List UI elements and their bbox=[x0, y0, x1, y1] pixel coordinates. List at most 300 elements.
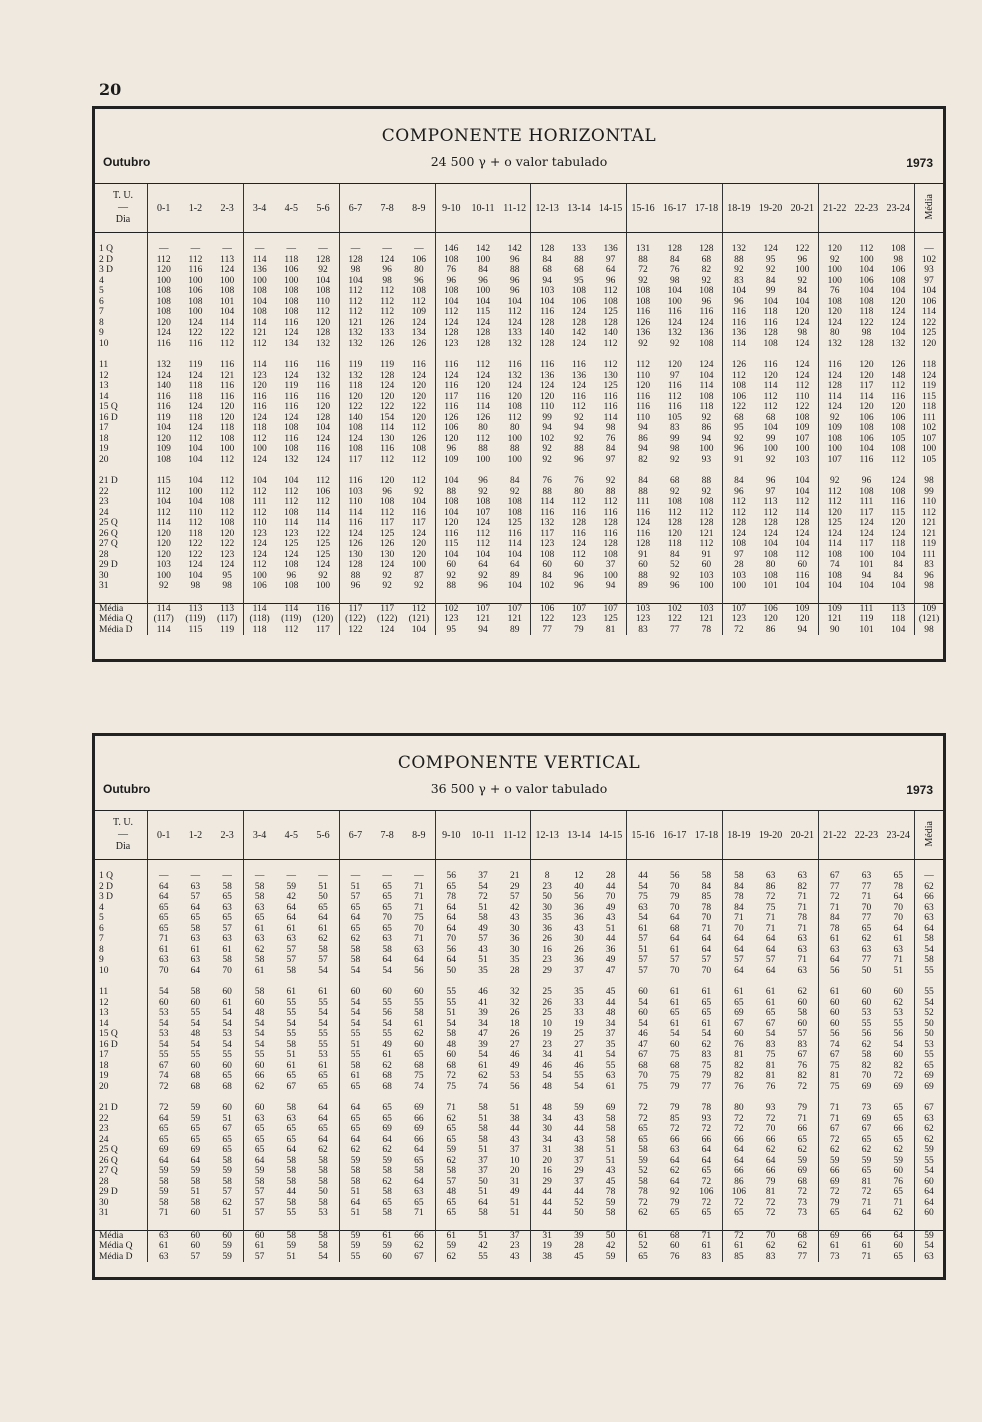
value-cell: 120 bbox=[475, 381, 491, 391]
value-cell: 65 bbox=[861, 1134, 872, 1145]
media-label: Média bbox=[923, 193, 935, 220]
value-cell: 123 bbox=[243, 371, 275, 382]
spacer-cell bbox=[850, 465, 882, 476]
value-cell: 96 bbox=[382, 486, 392, 497]
value-cell: 73 bbox=[797, 1208, 808, 1218]
value-cell: 116 bbox=[627, 529, 659, 540]
value-cell: 98 bbox=[190, 581, 201, 591]
value-cell: 92 bbox=[819, 255, 851, 266]
value-cell: 117 bbox=[435, 392, 467, 403]
media-column-header bbox=[915, 811, 944, 860]
spacer-cell bbox=[850, 1219, 882, 1231]
table-row bbox=[95, 1071, 943, 1082]
value-cell: 112 bbox=[507, 412, 522, 423]
spacer-cell bbox=[882, 592, 914, 604]
table-row bbox=[95, 1177, 943, 1188]
value-cell: 63 bbox=[861, 871, 872, 881]
value-cell: 20 bbox=[531, 1156, 563, 1167]
spacer-cell bbox=[595, 465, 627, 476]
day-label: 29 D bbox=[99, 1187, 118, 1197]
spacer-cell bbox=[371, 349, 403, 360]
value-cell: 58 bbox=[478, 913, 488, 923]
value-cell: 43 bbox=[478, 944, 488, 955]
day-label: 30 bbox=[99, 570, 109, 581]
value-cell: 57 bbox=[669, 955, 680, 965]
value-cell: 51 bbox=[627, 945, 659, 956]
value-cell: 100 bbox=[723, 581, 755, 592]
value-cell: 65 bbox=[318, 1081, 328, 1092]
value-cell: 80 bbox=[765, 560, 776, 570]
value-cell: 51 bbox=[893, 965, 903, 976]
value-cell: 107 bbox=[795, 433, 810, 444]
day-label: 10 bbox=[99, 338, 109, 349]
value-cell: 120 bbox=[435, 518, 467, 529]
value-cell: 37 bbox=[605, 560, 616, 570]
value-cell: 43 bbox=[605, 913, 616, 923]
value-cell: 55 bbox=[286, 1029, 297, 1039]
value-cell: 58 bbox=[318, 1155, 328, 1166]
value-cell: 56 bbox=[819, 966, 851, 977]
value-cell: 63 bbox=[414, 1187, 424, 1197]
value-cell: 65 bbox=[382, 923, 392, 934]
value-cell: 111 bbox=[243, 497, 275, 508]
value-cell: 34 bbox=[531, 1050, 563, 1061]
value-cell: 117 bbox=[339, 455, 371, 466]
value-cell: 60 bbox=[222, 1060, 232, 1071]
value-cell: 60 bbox=[339, 987, 371, 998]
value-cell: 116 bbox=[148, 339, 180, 350]
daily-mean-cell: 67 bbox=[915, 1103, 944, 1114]
value-cell: 104 bbox=[475, 549, 491, 560]
value-cell: 120 bbox=[819, 508, 851, 519]
value-cell: 124 bbox=[627, 518, 659, 529]
value-cell: 109 bbox=[148, 444, 180, 455]
value-cell: 95 bbox=[723, 423, 755, 434]
spacer-cell bbox=[531, 349, 563, 360]
spacer-cell bbox=[95, 349, 148, 360]
table-row bbox=[95, 307, 943, 318]
table-row bbox=[95, 892, 943, 903]
day-label: 28 bbox=[99, 1176, 109, 1187]
value-cell: 58 bbox=[861, 1050, 872, 1060]
value-cell: 97 bbox=[605, 254, 616, 265]
value-cell: 84 bbox=[478, 265, 488, 275]
value-cell: 116 bbox=[531, 508, 563, 519]
value-cell: 64 bbox=[339, 1135, 371, 1146]
value-cell: 117 bbox=[411, 518, 426, 528]
value-cell: — bbox=[243, 871, 275, 882]
value-cell: 96 bbox=[286, 570, 297, 581]
value-cell: 108 bbox=[571, 286, 586, 296]
value-cell: 104 bbox=[188, 497, 203, 507]
value-cell: 108 bbox=[699, 286, 714, 296]
value-cell: 65 bbox=[797, 1134, 808, 1145]
value-cell: 55 bbox=[222, 1050, 232, 1060]
value-cell: 104 bbox=[891, 581, 906, 591]
value-cell: 108 bbox=[284, 423, 299, 433]
value-cell: 77 bbox=[861, 955, 872, 965]
value-cell: 132 bbox=[339, 371, 371, 382]
spacer-cell bbox=[499, 465, 531, 476]
spacer-cell bbox=[531, 465, 563, 476]
value-cell: 63 bbox=[414, 944, 424, 955]
value-cell: 42 bbox=[478, 1241, 488, 1251]
value-cell: 8 bbox=[531, 871, 563, 882]
value-cell: 59 bbox=[222, 1241, 232, 1251]
value-cell: 58 bbox=[243, 882, 275, 893]
value-cell: 50 bbox=[318, 892, 328, 902]
value-cell: 53 bbox=[222, 1029, 232, 1039]
value-cell: 120 bbox=[411, 539, 426, 549]
table-row bbox=[95, 1124, 943, 1135]
value-cell: 116 bbox=[571, 391, 586, 402]
spacer-cell bbox=[403, 1219, 435, 1231]
value-cell: — bbox=[414, 871, 424, 881]
value-cell: 51 bbox=[509, 1197, 520, 1208]
value-cell: (121) bbox=[408, 614, 430, 624]
media-label: Média bbox=[923, 820, 935, 847]
value-cell: 59 bbox=[605, 1197, 616, 1208]
day-label: 15 Q bbox=[99, 402, 118, 412]
spacer-cell bbox=[467, 976, 499, 987]
daily-mean-cell: 107 bbox=[915, 434, 944, 445]
value-cell: 104 bbox=[859, 286, 874, 296]
value-cell: 112 bbox=[339, 297, 371, 308]
value-cell: 126 bbox=[723, 360, 755, 371]
day-label: 1 Q bbox=[99, 244, 113, 254]
spacer-cell bbox=[371, 976, 403, 987]
value-cell: 112 bbox=[795, 381, 810, 391]
value-cell: 116 bbox=[763, 317, 778, 328]
daily-mean-cell: 52 bbox=[915, 1008, 944, 1019]
value-cell: 112 bbox=[435, 307, 467, 318]
value-cell: 82 bbox=[797, 1071, 808, 1081]
value-cell: 119 bbox=[188, 360, 203, 370]
value-cell: 124 bbox=[531, 381, 563, 392]
value-cell: 52 bbox=[627, 1241, 659, 1252]
spacer-cell bbox=[563, 233, 595, 245]
value-cell: 108 bbox=[148, 307, 180, 318]
value-cell: 121 bbox=[220, 370, 235, 381]
spacer-cell bbox=[915, 860, 944, 872]
value-cell: 128 bbox=[531, 244, 563, 255]
value-cell: 88 bbox=[701, 476, 712, 486]
daily-mean-cell: 59 bbox=[915, 1145, 944, 1156]
value-cell: 62 bbox=[382, 1060, 392, 1071]
value-cell: 104 bbox=[435, 550, 467, 561]
spacer-cell bbox=[95, 1219, 148, 1231]
value-cell: 69 bbox=[414, 1124, 424, 1134]
value-cell: 51 bbox=[478, 1187, 488, 1197]
value-cell: 108 bbox=[188, 296, 203, 307]
value-cell: 125 bbox=[380, 528, 395, 539]
value-cell: 65 bbox=[669, 1208, 680, 1218]
value-cell: 59 bbox=[286, 881, 297, 892]
value-cell: 64 bbox=[765, 1155, 776, 1166]
value-cell: 65 bbox=[243, 1135, 275, 1146]
value-cell: 65 bbox=[893, 1251, 903, 1262]
value-cell: 65 bbox=[701, 1166, 712, 1176]
value-cell: 54 bbox=[893, 1039, 903, 1050]
value-cell: 104 bbox=[891, 624, 906, 635]
value-cell: 19 bbox=[531, 1241, 563, 1252]
value-cell: 124 bbox=[795, 360, 810, 370]
value-cell: 80 bbox=[478, 423, 488, 433]
value-cell: 122 bbox=[667, 614, 682, 624]
horizontal-component-table-block bbox=[92, 106, 946, 662]
value-cell: — bbox=[243, 244, 275, 255]
value-cell: 58 bbox=[222, 1155, 232, 1166]
spacer-cell bbox=[850, 233, 882, 245]
day-label: 17 bbox=[99, 1050, 109, 1060]
value-cell: 116 bbox=[316, 360, 330, 370]
spacer-cell bbox=[595, 1219, 627, 1231]
daily-mean-cell: (121) bbox=[915, 614, 944, 625]
value-cell: 65 bbox=[435, 1135, 467, 1146]
value-cell: 116 bbox=[507, 528, 522, 539]
value-cell: 86 bbox=[701, 423, 712, 433]
value-cell: 119 bbox=[284, 381, 299, 391]
value-cell: 71 bbox=[819, 1114, 851, 1125]
value-cell: 59 bbox=[222, 1166, 232, 1176]
value-cell: 64 bbox=[318, 1134, 328, 1145]
spacer-cell bbox=[850, 976, 882, 987]
value-cell: 132 bbox=[723, 244, 755, 255]
value-cell: 81 bbox=[765, 1060, 776, 1071]
value-cell: 43 bbox=[605, 1166, 616, 1176]
value-cell: 65 bbox=[893, 871, 903, 881]
value-cell: 65 bbox=[701, 1208, 712, 1218]
value-cell: 108 bbox=[284, 507, 299, 518]
value-cell: 112 bbox=[699, 539, 714, 549]
value-cell: 74 bbox=[819, 1040, 851, 1051]
value-cell: 105 bbox=[891, 433, 906, 444]
value-cell: 103 bbox=[723, 571, 755, 582]
value-cell: 37 bbox=[574, 1176, 584, 1187]
value-cell: 96 bbox=[435, 276, 467, 287]
value-cell: 116 bbox=[284, 402, 299, 412]
value-cell: 65 bbox=[435, 1124, 467, 1135]
value-cell: 61 bbox=[190, 944, 201, 955]
value-cell: 125 bbox=[284, 539, 299, 549]
day-label: 11 bbox=[99, 987, 109, 997]
value-cell: 26 bbox=[574, 944, 584, 955]
value-cell: 114 bbox=[819, 392, 851, 403]
value-cell: 104 bbox=[243, 297, 275, 308]
value-cell: 62 bbox=[318, 934, 328, 944]
value-cell: 65 bbox=[190, 1124, 201, 1134]
value-cell: 63 bbox=[286, 1113, 297, 1124]
value-cell: 100 bbox=[795, 444, 810, 454]
value-cell: 124 bbox=[891, 307, 906, 317]
value-cell: 58 bbox=[190, 1176, 201, 1187]
spacer-cell bbox=[148, 233, 180, 245]
value-cell: 64 bbox=[318, 913, 328, 923]
value-cell: 48 bbox=[605, 1008, 616, 1018]
value-cell: 65 bbox=[222, 1134, 232, 1145]
value-cell: 142 bbox=[475, 244, 491, 254]
spacer-cell bbox=[659, 465, 691, 476]
value-cell: 67 bbox=[222, 1124, 232, 1134]
day-label: 31 bbox=[99, 581, 109, 591]
value-cell: 60 bbox=[819, 998, 851, 1009]
value-cell: 88 bbox=[531, 487, 563, 498]
value-cell: 124 bbox=[763, 244, 778, 254]
value-cell: 100 bbox=[763, 444, 778, 454]
value-cell: 63 bbox=[190, 934, 201, 944]
daily-mean-cell: 114 bbox=[915, 307, 944, 318]
value-cell: 124 bbox=[475, 370, 491, 381]
value-cell: 112 bbox=[220, 476, 235, 486]
value-cell: 54 bbox=[243, 1019, 275, 1030]
value-cell: — bbox=[148, 871, 180, 882]
value-cell: 61 bbox=[318, 1060, 328, 1071]
value-cell: 78 bbox=[435, 892, 467, 903]
value-cell: 112 bbox=[284, 624, 299, 635]
table-title: COMPONENTE VERTICAL bbox=[397, 753, 641, 773]
hour-column-header: 21-22 bbox=[819, 811, 851, 860]
daily-mean-cell: 55 bbox=[915, 966, 944, 977]
value-cell: 123 bbox=[284, 528, 299, 539]
value-cell: 64 bbox=[414, 1176, 424, 1187]
value-cell: 71 bbox=[797, 892, 808, 902]
value-cell: 112 bbox=[188, 254, 203, 265]
value-cell: 69 bbox=[723, 1008, 755, 1019]
value-cell: 72 bbox=[723, 625, 755, 636]
value-cell: 61 bbox=[669, 1018, 680, 1029]
value-cell: 108 bbox=[411, 444, 426, 454]
value-cell: 63 bbox=[148, 1252, 180, 1263]
year-label: 1973 bbox=[906, 156, 933, 170]
spacer-cell bbox=[211, 233, 243, 245]
value-cell: 66 bbox=[414, 1134, 424, 1145]
value-cell: 72 bbox=[723, 1114, 755, 1125]
value-cell: 66 bbox=[765, 1166, 776, 1176]
value-cell: 94 bbox=[861, 570, 872, 581]
hour-column-header: 7-8 bbox=[371, 184, 403, 233]
value-cell: 72 bbox=[701, 1124, 712, 1134]
value-cell: 108 bbox=[891, 444, 906, 454]
value-cell: 98 bbox=[605, 423, 616, 433]
day-label: 12 bbox=[99, 997, 109, 1008]
value-cell: 132 bbox=[531, 518, 563, 529]
value-cell: 58 bbox=[605, 1134, 616, 1145]
value-cell: 88 bbox=[627, 487, 659, 498]
value-cell: 131 bbox=[627, 244, 659, 255]
day-label: 21 D bbox=[99, 1103, 118, 1113]
spacer-cell bbox=[339, 233, 371, 245]
value-cell: 106 bbox=[859, 275, 874, 286]
value-cell: 70 bbox=[627, 1071, 659, 1082]
spacer-cell bbox=[371, 233, 403, 245]
value-cell: 64 bbox=[435, 924, 467, 935]
hour-column-header: 4-5 bbox=[275, 811, 307, 860]
value-cell: 120 bbox=[819, 307, 851, 318]
value-cell: 71 bbox=[691, 1230, 723, 1241]
value-cell: 148 bbox=[891, 370, 906, 381]
value-cell: 61 bbox=[819, 934, 851, 945]
value-cell: 84 bbox=[509, 476, 520, 486]
value-cell: 72 bbox=[819, 1135, 851, 1146]
table-row bbox=[95, 1145, 943, 1156]
value-cell: 58 bbox=[339, 945, 371, 956]
value-cell: 64 bbox=[723, 1156, 755, 1167]
value-cell: 65 bbox=[723, 998, 755, 1009]
value-cell: 88 bbox=[509, 444, 520, 454]
spacer-cell bbox=[819, 1219, 851, 1231]
value-cell: 79 bbox=[797, 1103, 808, 1113]
value-cell: 108 bbox=[723, 539, 755, 550]
value-cell: 108 bbox=[220, 433, 235, 444]
value-cell: 124 bbox=[795, 317, 810, 328]
value-cell: 126 bbox=[475, 412, 491, 423]
value-cell: 57 bbox=[435, 1177, 467, 1188]
value-cell: 119 bbox=[148, 413, 180, 424]
value-cell: 35 bbox=[605, 1039, 616, 1050]
value-cell: 71 bbox=[765, 913, 776, 923]
value-cell: 116 bbox=[220, 360, 235, 370]
value-cell: 78 bbox=[701, 902, 712, 913]
value-cell: 57 bbox=[509, 892, 520, 902]
value-cell: 104 bbox=[891, 549, 906, 560]
value-cell: 104 bbox=[284, 476, 299, 486]
value-cell: 63 bbox=[797, 965, 808, 976]
value-cell: 60 bbox=[797, 560, 808, 570]
value-cell: 100 bbox=[667, 296, 682, 307]
value-cell: 116 bbox=[571, 360, 586, 370]
value-cell: 112 bbox=[188, 433, 203, 444]
value-cell: 108 bbox=[859, 423, 874, 433]
value-cell: 60 bbox=[893, 987, 903, 997]
spacer-cell bbox=[243, 860, 275, 872]
value-cell: 65 bbox=[286, 1134, 297, 1145]
hour-column-header: 18-19 bbox=[723, 184, 755, 233]
value-cell: 37 bbox=[574, 965, 584, 976]
value-cell: 96 bbox=[478, 581, 488, 591]
value-cell: 74 bbox=[819, 560, 851, 571]
value-cell: 111 bbox=[627, 497, 659, 508]
spacer-cell bbox=[307, 592, 339, 604]
spacer-cell bbox=[595, 860, 627, 872]
day-label: Média D bbox=[99, 624, 133, 635]
daily-mean-cell: 98 bbox=[915, 476, 944, 487]
spacer-cell bbox=[563, 349, 595, 360]
value-cell: 100 bbox=[507, 454, 522, 465]
value-cell: 35 bbox=[509, 955, 520, 965]
spacer-cell bbox=[307, 1092, 339, 1103]
table-row bbox=[95, 913, 943, 924]
value-cell: 112 bbox=[284, 497, 299, 507]
spacer-cell bbox=[499, 592, 531, 604]
value-cell: 112 bbox=[603, 360, 618, 370]
value-cell: 64 bbox=[701, 1155, 712, 1166]
table-row bbox=[95, 1019, 943, 1030]
value-cell: 58 bbox=[478, 1208, 488, 1218]
value-cell: 116 bbox=[891, 391, 906, 402]
value-cell: 116 bbox=[667, 381, 682, 391]
value-cell: 56 bbox=[574, 892, 584, 902]
value-cell: 108 bbox=[763, 549, 778, 560]
value-cell: 66 bbox=[403, 1230, 435, 1241]
value-cell: 54 bbox=[318, 1018, 328, 1029]
day-label: 22 bbox=[99, 1113, 109, 1124]
value-cell: 78 bbox=[723, 892, 755, 903]
value-cell: 68 bbox=[701, 254, 712, 265]
value-cell: 83 bbox=[669, 423, 680, 433]
value-cell: 120 bbox=[411, 391, 426, 402]
table-row bbox=[95, 550, 943, 561]
value-cell: 84 bbox=[765, 275, 776, 286]
